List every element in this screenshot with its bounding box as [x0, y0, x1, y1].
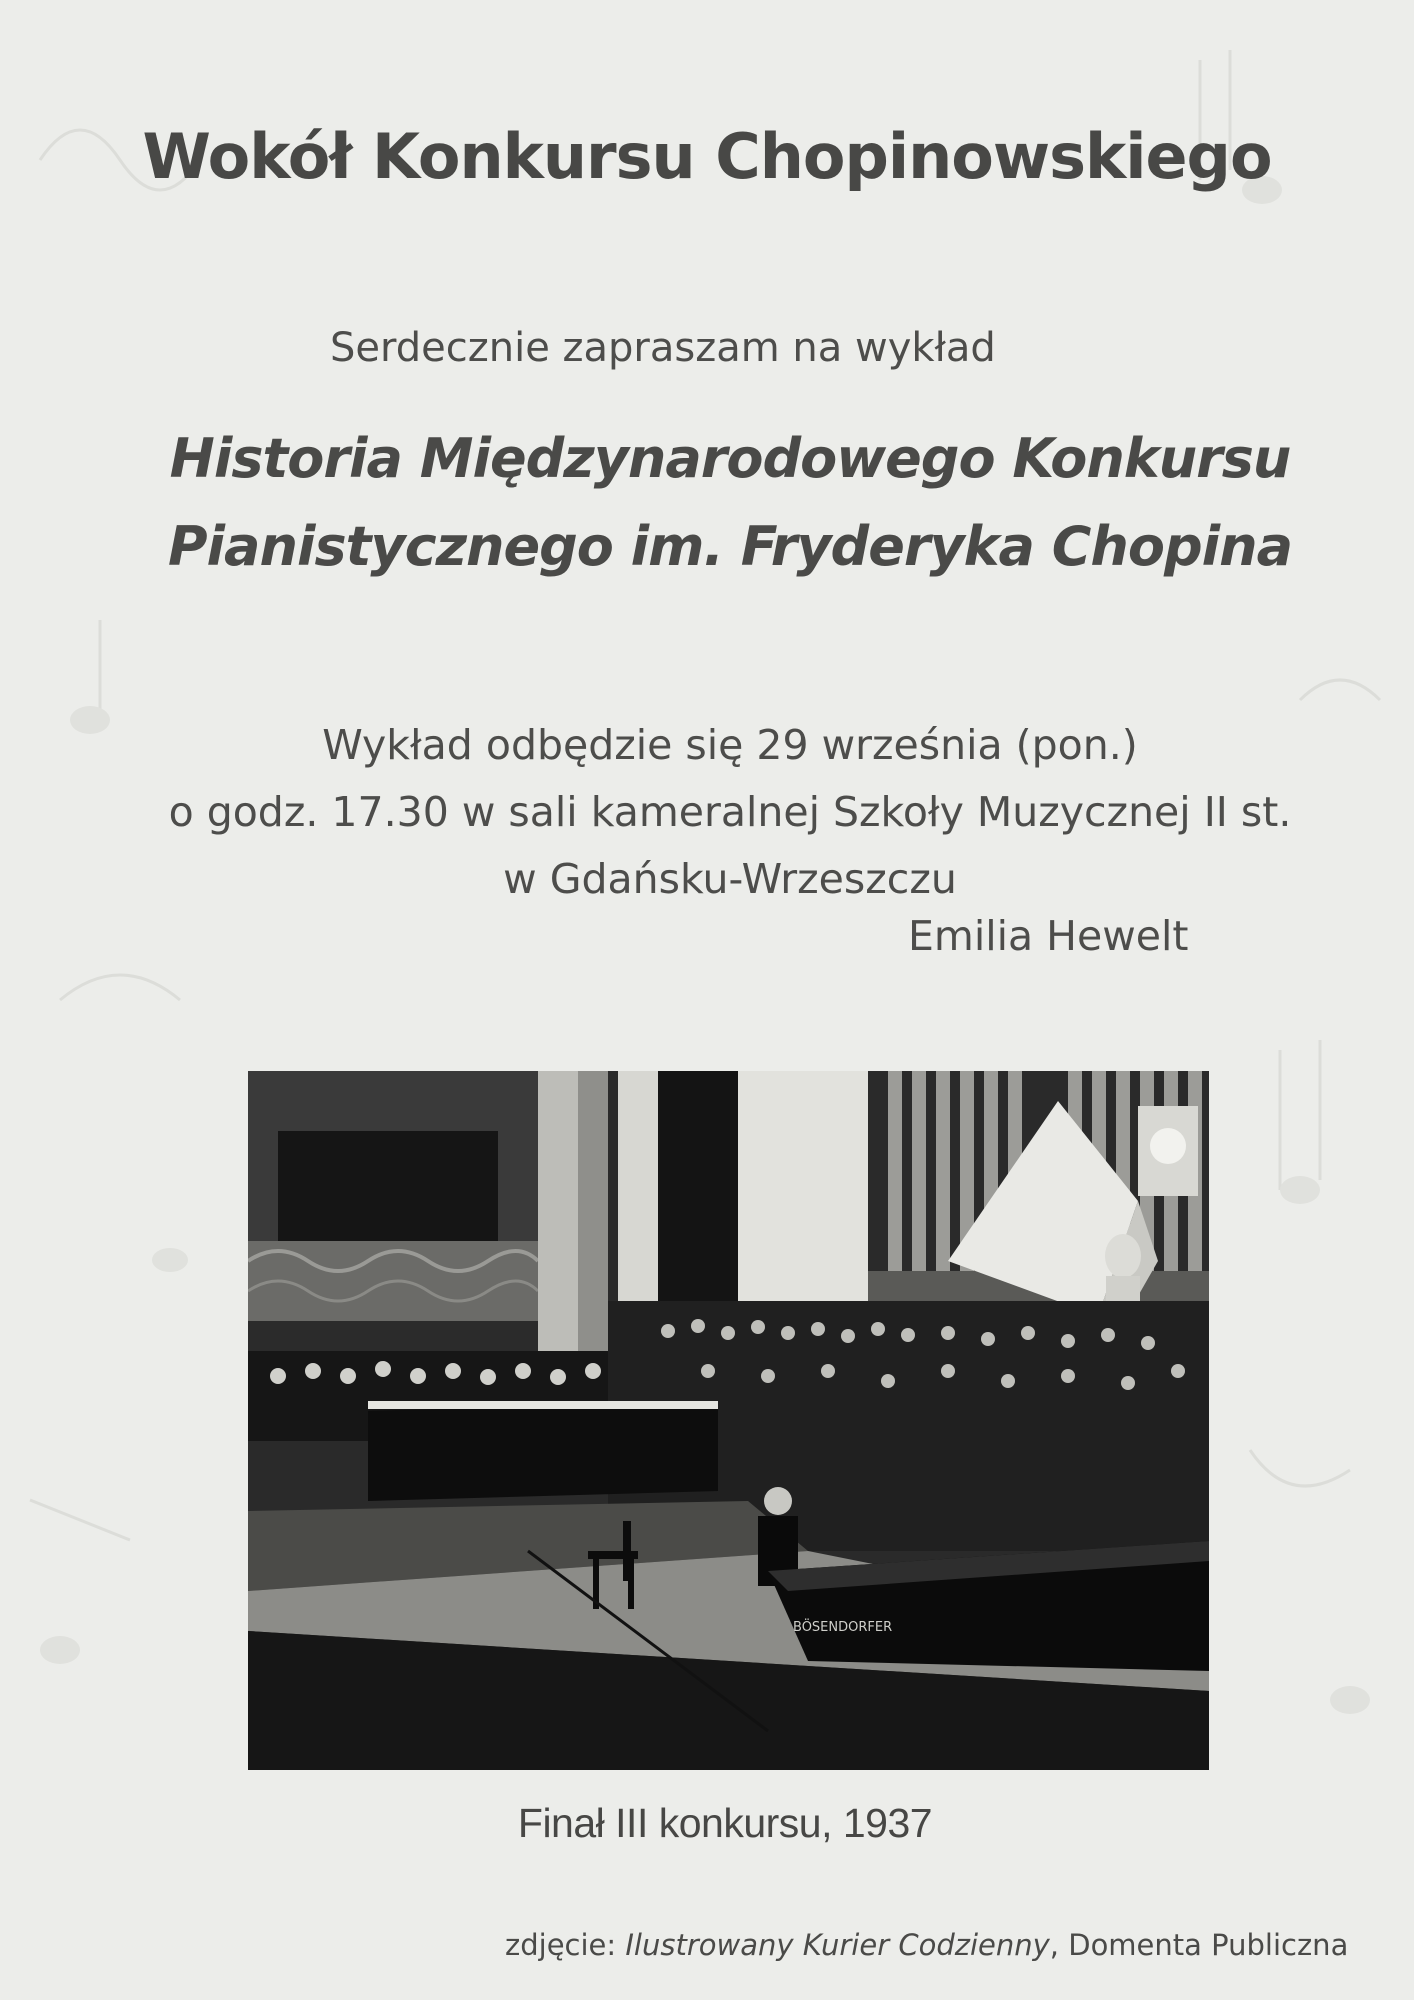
poster-title: Wokół Konkursu Chopinowskiego	[142, 120, 1272, 193]
piano-brand-label: BÖSENDORFER	[793, 1620, 893, 1635]
event-info	[80, 712, 1380, 913]
event-date: Wykład odbędzie się 29 września (pon.)	[322, 721, 1138, 769]
lecture-title	[120, 415, 1340, 591]
credit-source: Ilustrowany Kurier Codzienny	[625, 1928, 1050, 1962]
photo-caption: Finał III konkursu, 1937	[517, 1800, 933, 1846]
concert-hall-photo	[248, 1071, 1209, 1770]
author-name: Emilia Hewelt	[908, 912, 1189, 960]
invitation-text: Serdecznie zapraszam na wykład	[330, 325, 996, 371]
event-time-venue: o godz. 17.30 w sali kameralnej Szkoły Muzycznej II st.	[168, 788, 1292, 836]
credit-suffix: , Domenta Publiczna	[1049, 1928, 1349, 1962]
lecture-title-line-2: Pianistycznego im. Fryderyka Chopina	[167, 515, 1293, 578]
lecture-title-line-1: Historia Międzynarodowego Konkursu	[169, 427, 1291, 490]
event-location: w Gdańsku-Wrzeszczu	[503, 855, 957, 903]
credit-prefix: zdjęcie:	[505, 1928, 626, 1962]
photo-credit	[505, 1928, 1348, 1962]
